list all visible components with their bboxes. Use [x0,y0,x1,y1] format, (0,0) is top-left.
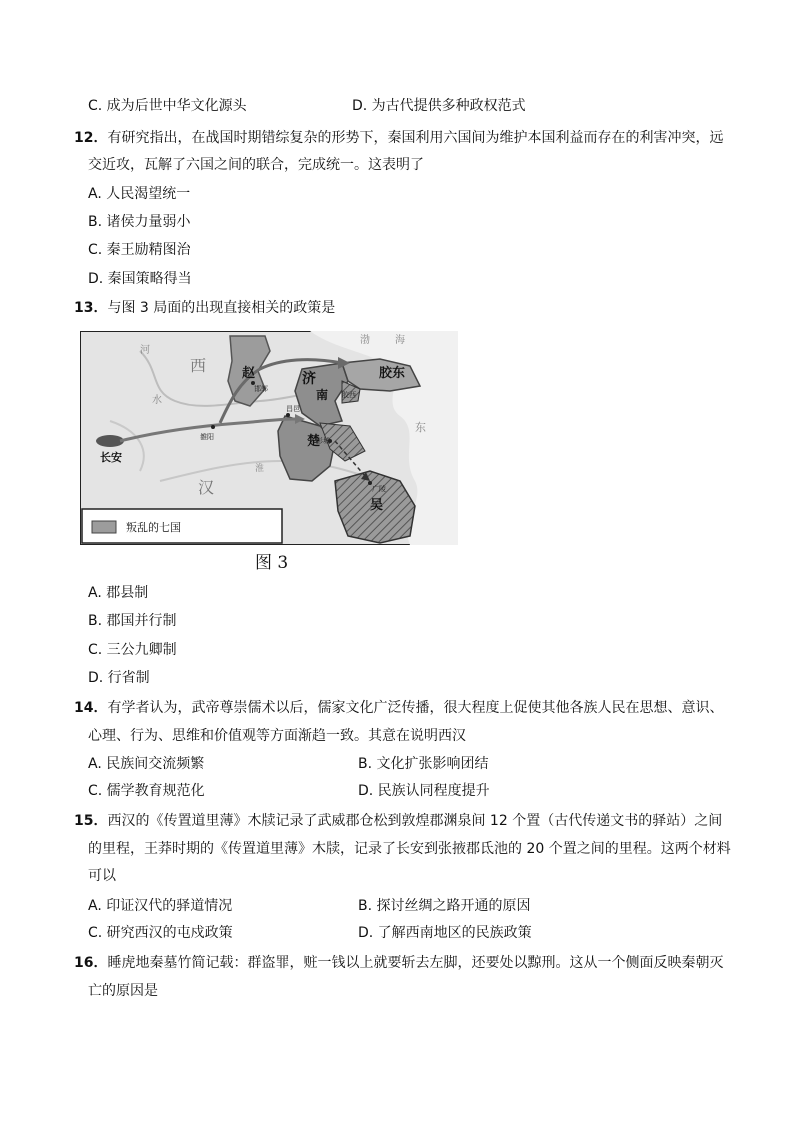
q16-stem-line2: 亡的原因是 [88,983,158,999]
q15-stem-text1: 西汉的《传置道里薄》木牍记录了武威郡仓松到敦煌郡渊泉间 12 个置（古代传递文书的驿站）之间 [107,813,723,829]
q14-option-b: B. 文化扩张影响团结 [358,756,489,772]
label-handan: 邯郸 [254,385,268,393]
q15-option-c: C. 研究西汉的屯戍政策 [88,925,233,941]
label-bo: 渤 [360,335,370,346]
q12-option-d: D. 秦国策略得当 [88,271,192,287]
q15-stem-line3: 可以 [88,868,116,884]
q15-stem-line1 [74,811,722,831]
q16-stem-text1: 睡虎地秦墓竹简记载：群盗罪，赃一钱以上就要斩去左脚，还要处以黥刑。这从一个侧面反映秦朝灭 [107,955,724,971]
label-guangling: 广陵 [372,485,386,493]
q16-stem-line1 [74,953,723,973]
q12-option-a: A. 人民渴望统一 [88,186,191,202]
q14-stem-line1 [74,698,723,718]
figure-caption: 图 3 [255,553,289,573]
label-hai: 海 [395,335,405,346]
q15-option-b: B. 探讨丝绸之路开通的原因 [358,898,531,914]
q13-option-d: D. 行省制 [88,670,150,686]
q12-option-b: B. 诸侯力量弱小 [88,214,191,230]
label-ji: 济 [302,371,316,387]
label-han: 汉 [198,478,215,497]
q13-stem-text: 与图 3 局面的出现直接相关的政策是 [107,300,336,316]
q15-stem-line2: 的里程，王莽时期的《传置道里薄》木牍，记录了长安到张掖郡氐池的 20 个置之间的里程。这两个材料 [88,841,731,857]
q13-option-a: A. 郡县制 [88,585,149,601]
label-dong: 东 [415,421,426,434]
label-wu: 吴 [370,498,384,513]
q15-option-a: A. 印证汉代的驿道情况 [88,898,233,914]
q13-stem [74,298,335,318]
label-changan: 长安 [100,451,122,464]
q12-option-c: C. 秦王励精图治 [88,242,191,258]
label-shui: 水 [152,395,162,406]
changan-marker [96,435,124,447]
label-changyi: 昌邑 [286,405,300,413]
label-nan: 南 [316,388,329,402]
q11-option-d: D. 为古代提供多种政权范式 [352,98,526,114]
q13-option-b: B. 郡国并行制 [88,613,177,629]
q14-option-c: C. 儒学教育规范化 [88,783,205,799]
q14-option-d: D. 民族认同程度提升 [358,783,490,799]
q12-stem-line2: 交近攻，瓦解了六国之间的联合，完成统一。这表明了 [88,157,424,173]
q14-option-a: A. 民族间交流频繁 [88,756,205,772]
label-pengcheng: 彭城 [316,437,330,445]
map-figure [80,331,458,545]
label-he: 河 [140,345,150,356]
label-zhao: 赵 [242,366,256,381]
label-jiaoxi: 胶西 [342,391,356,399]
legend-label: 叛乱的七国 [126,521,181,534]
q15-option-d: D. 了解西南地区的民族政策 [358,925,532,941]
label-huai: 淮 [255,464,265,474]
q12-stem-line1 [74,128,723,148]
q13-option-c: C. 三公九卿制 [88,642,177,658]
q14-number: 14． [74,700,108,716]
label-chu: 楚 [307,434,321,449]
q14-stem-text1: 有学者认为，武帝尊崇儒术以后，儒家文化广泛传播，很大程度上促使其他各族人民在思想、意识、 [107,700,724,716]
label-xi: 西 [190,356,207,375]
q13-number: 13． [74,300,108,316]
q12-stem-text1: 有研究指出，在战国时期错综复杂的形势下，秦国利用六国间为维护本国利益而存在的利害冲突，远 [107,130,724,146]
label-luoyang: 雒阳 [200,433,214,441]
label-jiaodong: 胶东 [379,366,406,381]
q15-number: 15． [74,813,108,829]
legend-swatch [92,521,116,533]
q12-number: 12． [74,130,108,146]
q14-stem-line2: 心理、行为、思维和价值观等方面渐趋一致。其意在说明西汉 [88,728,466,744]
q11-option-c: C. 成为后世中华文化源头 [88,98,247,114]
q16-number: 16． [74,955,108,971]
